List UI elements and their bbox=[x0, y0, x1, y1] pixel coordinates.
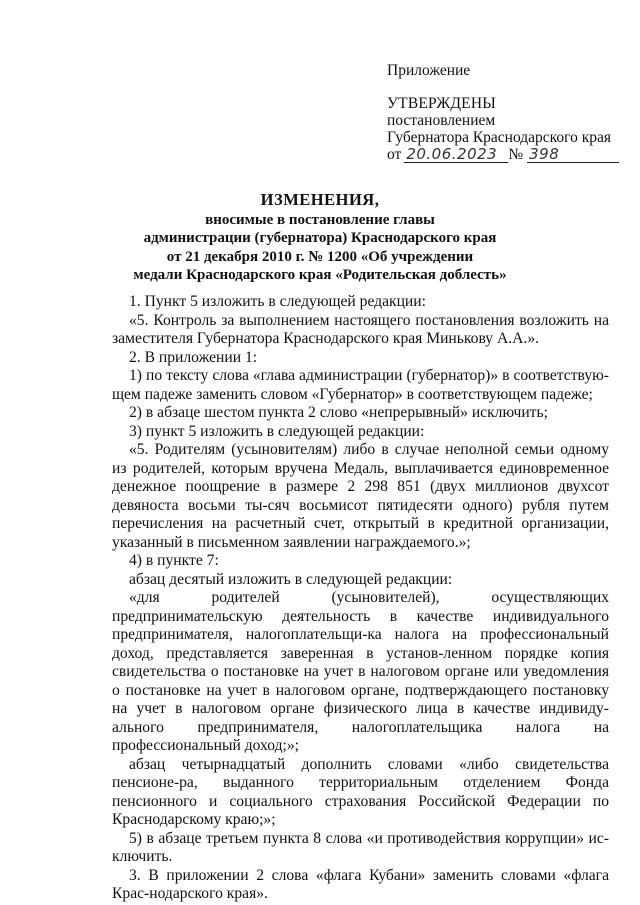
body-paragraph: 4) в пункте 7: bbox=[129, 552, 219, 569]
document-heading bbox=[110, 191, 530, 285]
date-prefix: от bbox=[387, 146, 402, 163]
body-paragraph: абзац десятый изложить в следующей редакции: bbox=[129, 570, 453, 588]
handwritten-date: 20.06.2023 bbox=[404, 147, 508, 163]
body-paragraph: «5. Родителям (усыновителям) либо в случае неполной семьи одному из родителей, которым вручена Медаль, выплачивается единовременное денежное поощрение в размере 2 298 851 (двух миллионов двухсот девяноста восьми ты-сяч восьмисот пятидесяти одного) рубля путем перечисления на расчетный счет, открытый в кредитной организации, указанный в письменном заявлении награждаемого.»; bbox=[112, 441, 609, 551]
heading-line: от 21 декабря 2010 г. № 1200 «Об учреждении bbox=[166, 248, 474, 265]
heading-title: ИЗМЕНЕНИЯ, bbox=[260, 190, 380, 209]
approval-stamp bbox=[387, 62, 627, 163]
handwritten-number: 398 bbox=[527, 147, 619, 163]
heading-line: вносимые в постановление главы bbox=[205, 211, 435, 228]
approved-by-authority: Губернатора Краснодарского края bbox=[387, 129, 612, 146]
approved-label: УТВЕРЖДЕНЫ bbox=[387, 95, 496, 112]
body-paragraph: 2. В приложении 1: bbox=[129, 348, 258, 366]
body-paragraph: «5. Контроль за выполнением настоящего постановления возложить на заместителя Губернатора Краснодарского края Минькову А.А.». bbox=[112, 311, 609, 347]
body-paragraph: 1) по тексту слова «глава администрации (губернатор)» в соответствую-щем падеже заменить словом «Губернатор» в соответствующем падеже; bbox=[112, 367, 609, 403]
approved-by-line: постановлением bbox=[387, 112, 496, 129]
heading-line: медали Краснодарского края «Родительская доблесть» bbox=[133, 267, 507, 283]
approval-date-row bbox=[387, 146, 627, 163]
body-paragraph: 3. В приложении 2 слова «флага Кубани» заменить словами «флага Крас-нодарского края». bbox=[112, 866, 609, 902]
body-paragraph: «для родителей (усыновителей), осуществляющих предпринимательскую деятельность в качестве индивидуального предпринимателя, налогоплательщи-ка налога на профессиональный доход, представляется заверенная в установ-ленном порядке копия свидетельства о постановке на учет в налоговом органе или уведомления о постановке на учет в налоговом органе, подтверждающего постановку на учет в налоговом органе физического лица в качестве индивиду-ального предпринимателя, налогоплательщика налога на профессиональный доход;»; bbox=[112, 589, 609, 754]
heading-line: администрации (губернатора) Краснодарского края bbox=[143, 230, 497, 246]
number-prefix: № bbox=[508, 146, 524, 163]
body-paragraph: 5) в абзаце третьем пункта 8 слова «и противодействия коррупции» ис-ключить. bbox=[112, 829, 609, 865]
body-paragraph: 1. Пункт 5 изложить в следующей редакции: bbox=[129, 293, 426, 310]
body-paragraph: 2) в абзаце шестом пункта 2 слово «непрерывный» исключить; bbox=[129, 404, 548, 421]
attachment-label: Приложение bbox=[387, 62, 471, 79]
document-body bbox=[112, 293, 609, 904]
body-paragraph: 3) пункт 5 изложить в следующей редакции: bbox=[129, 422, 425, 440]
body-paragraph: абзац четырнадцатый дополнить словами «либо свидетельства пенсионе-ра, выданного территориальным отделением Фонда пенсионного и социального страхования Российской Федерации по Краснодарскому краю;»; bbox=[112, 755, 609, 828]
